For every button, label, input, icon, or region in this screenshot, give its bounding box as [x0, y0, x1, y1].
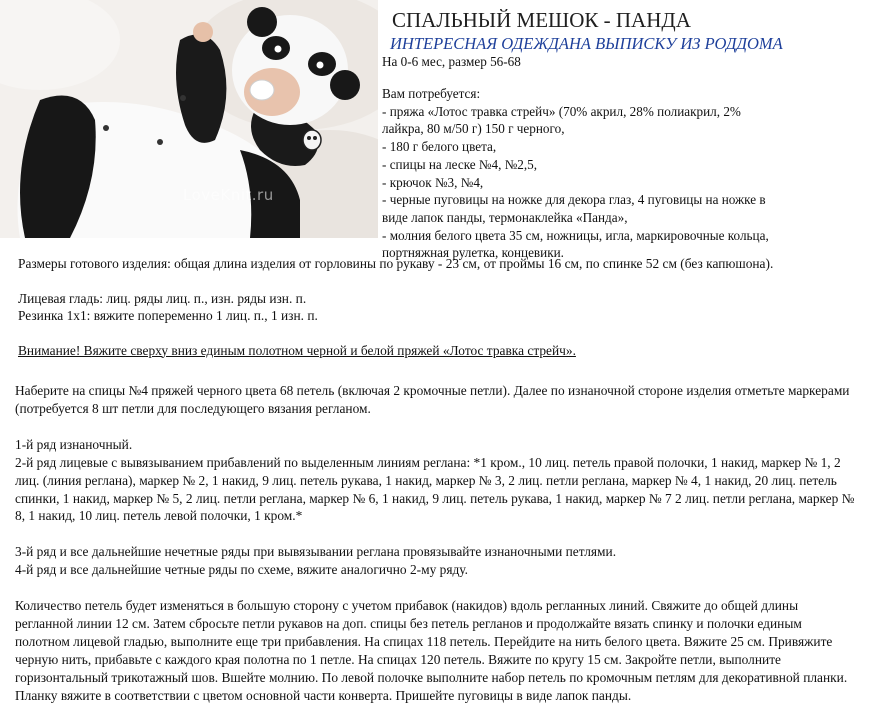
product-photo — [0, 0, 378, 238]
materials-line: - спицы на леске №4, №2,5, — [382, 156, 538, 172]
materials-line: - черные пуговицы на ножке для декора глаз, 4 пуговицы на ножке в — [382, 192, 766, 208]
materials-line: - молния белого цвета 35 см, ножницы, игла, маркировочные кольца, — [382, 227, 769, 243]
hood-ear-right — [330, 70, 360, 100]
materials-line: портняжная рулетка, концевики. — [382, 245, 564, 261]
materials-line: - 180 г белого цвета, — [382, 139, 497, 155]
page-subtitle: ИНТЕРЕСНАЯ ОДЕЖДАНА ВЫПИСКУ ИЗ РОДДОМА — [390, 34, 783, 53]
assembly-paragraph: Количество петель будет изменяться в большую сторону с учетом прибавок (накидов) вдоль регланных линий. Свяжите до общей длины регланной линии 12 см. Затем сбросьте петли рукавов на доп. спицы без петель регланов и продолжайте вязать спинку и полочки единым полотном лицевой гладью, выполните еще три прибавления. На спицах 118 петель. Перейдите на нить белого цвета. Вяжите 25 см. Привяжите черную нить, прибавьте с каждого края полотна по 1 петле. На спицах 120 петель. Вяжите по кругу 15 см. Закройте петли, выполните горизонтальный трикотажный шов. Вшейте молнию. По левой полочке выполните набор петель по кромочным петлям для декоративной планки. Планку вяжите в соответствии с цветом основной части конверта. Пришейте пуговицы в виде лапок панды. — [15, 598, 848, 703]
size-range: На 0-6 мес, размер 56-68 — [382, 54, 521, 69]
materials-line: - пряжа «Лотос травка стрейч» (70% акрил, 28% полиакрил, 2% — [382, 103, 741, 119]
watermark: LoveKnit.ru — [183, 186, 274, 204]
materials-list — [382, 85, 837, 262]
stitch-rib: Резинка 1х1: вяжите попеременно 1 лиц. п., 1 изн. п. — [18, 308, 318, 323]
page-title: СПАЛЬНЫЙ МЕШОК - ПАНДА — [392, 8, 691, 32]
row-1-text: 1-й ряд изнаночный. — [15, 436, 133, 452]
baby-hand — [193, 22, 213, 42]
materials-line: лайкра, 80 м/50 г) 150 г черного, — [382, 121, 565, 137]
stitch-stockinette: Лицевая гладь: лиц. ряды лиц. п., изн. ряды изн. п. — [18, 290, 307, 306]
product-info — [18, 255, 818, 359]
materials-heading: Вам потребуется: — [382, 86, 481, 101]
finished-size-text: Размеры готового изделия: общая длина изделия от горловины по рукаву - 23 см, от проймы 16 см, по спинке 52 см (без капюшона). — [18, 256, 774, 271]
knitting-instructions — [15, 382, 855, 705]
pacifier — [250, 80, 274, 100]
row-2-text: 2-й ряд лицевые с вывязыванием прибавлений по выделенным линиям реглана: *1 кром., 10 лиц. петель правой полочки, 1 накид, маркер № 1, 2 лиц. (линия реглана), маркер № 2, 1 накид, 9 лиц. петель рукава, 1 накид, маркер № 3, 2 лиц. петли реглана, маркер № 4, 1 накид, 20 лиц. петель спинки, 1 накид, маркер № 5, 2 лиц. петли реглана, маркер № 6, 1 накид, 9 лиц. петель рукава, 1 накид, маркер № 7 2 лиц. петли реглана, маркер № 8, 1 накид, 10 лиц. петель левой полочки, 1 кром.* — [15, 454, 855, 524]
hood-ear-left — [247, 7, 277, 37]
row-4-text: 4-й ряд и все дальнейшие четные ряды по схеме, вяжите аналогично 2-му ряду. — [15, 562, 468, 578]
warning-note: Внимание! Вяжите сверху вниз единым полотном черной и белой пряжей «Лотос травка стрейч». — [18, 342, 576, 358]
materials-line: виде лапок панды, термонаклейка «Панда», — [382, 209, 628, 225]
materials-line: - крючок №3, №4, — [382, 174, 484, 190]
panda-applique — [303, 130, 321, 150]
cast-on-paragraph: Наберите на спицы №4 пряжей черного цвета 68 петель (включая 2 кромочные петли). Далее по изнаночной стороне изделия отметьте маркерами (потребуется 8 шт петли для последующего вязания регланом. — [15, 383, 850, 416]
row-3-text: 3-й ряд и все дальнейшие нечетные ряды при вывязывании реглана провязывайте изнаночными петлями. — [15, 544, 617, 560]
